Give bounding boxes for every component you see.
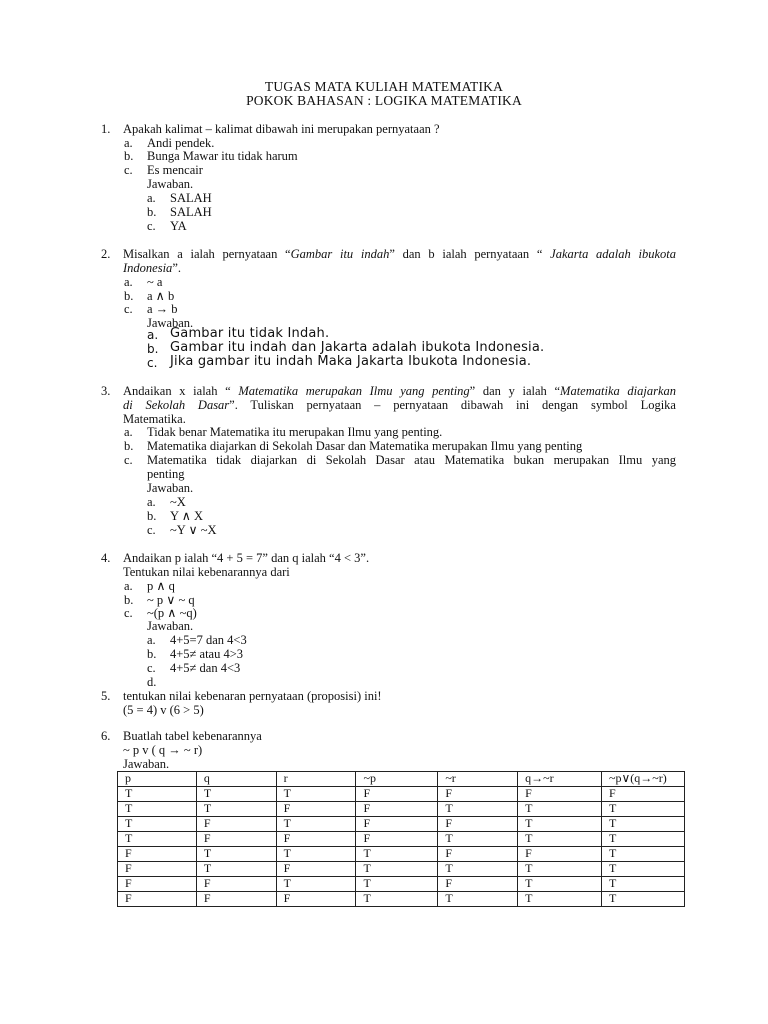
truth-table-row	[118, 877, 685, 892]
q2-mid: ” dan b ialah pernyataan “	[389, 247, 551, 261]
truth-table-row	[118, 892, 685, 907]
q3-y-statement: Matematika diajarkan	[560, 384, 677, 398]
truth-table-cell: F	[196, 832, 276, 847]
q2-pre: Misalkan a ialah pernyataan “	[123, 247, 291, 261]
q6-text: Buatlah tabel kebenarannya	[123, 729, 262, 743]
truth-table-header-cell: ~p	[356, 772, 438, 787]
truth-table-cell: T	[602, 802, 685, 817]
truth-table-cell: T	[518, 862, 602, 877]
truth-table-row	[118, 847, 685, 862]
q1-answer-letter: a.	[147, 191, 156, 205]
q2-text-line1	[123, 247, 676, 261]
truth-table-cell: T	[196, 787, 276, 802]
truth-table-cell: T	[602, 832, 685, 847]
q1-item-text: Andi pendek.	[147, 136, 215, 150]
truth-table-cell: F	[356, 832, 438, 847]
truth-table-cell: T	[196, 862, 276, 877]
truth-table-cell: T	[438, 832, 518, 847]
q2-answer-letter: c.	[147, 356, 158, 370]
truth-table-cell: F	[356, 787, 438, 802]
truth-table-cell: T	[602, 877, 685, 892]
truth-table-cell: F	[276, 832, 356, 847]
q1-answer-text: SALAH	[170, 205, 212, 219]
truth-table-cell: F	[118, 892, 197, 907]
q1-answer-label: Jawaban.	[147, 177, 194, 191]
truth-table-cell: T	[356, 877, 438, 892]
q3-item-text: Matematika tidak diajarkan di Sekolah Dasar atau Matematika bukan merupakan Ilmu yang	[147, 453, 676, 467]
q4-answer-text: 4+5≠ dan 4<3	[170, 661, 241, 675]
truth-table-cell: T	[518, 817, 602, 832]
truth-table-cell: T	[118, 802, 197, 817]
q3-text-line2	[123, 398, 676, 412]
q2-answer-text: Gambar itu indah dan Jakarta adalah ibukota Indonesia.	[170, 340, 545, 355]
q4-answer-letter: a.	[147, 633, 156, 647]
truth-table-cell: T	[602, 892, 685, 907]
q3-x-statement: Matematika merupakan Ilmu yang penting	[238, 384, 470, 398]
truth-table-cell: F	[118, 847, 197, 862]
q3-item-label: a.	[124, 425, 133, 439]
truth-table-cell: T	[356, 862, 438, 877]
q4-answer-letter: b.	[147, 647, 157, 661]
truth-table-header-cell: ~r	[438, 772, 518, 787]
q4-answer-text: 4+5≠ atau 4>3	[170, 647, 244, 661]
q1-answer-text: YA	[170, 219, 187, 233]
truth-table-cell: T	[518, 877, 602, 892]
truth-table-body	[118, 772, 685, 907]
q3-rest: ”. Tuliskan pernyataan – pernyataan dibawah ini dengan symbol Logika	[229, 398, 676, 412]
truth-table-cell: T	[196, 847, 276, 862]
truth-table-row	[118, 817, 685, 832]
q2-item-text: a → b	[147, 302, 178, 316]
truth-table-cell: F	[196, 877, 276, 892]
q2-b-statement-cont: Indonesia	[123, 261, 173, 275]
q4-item-label: b.	[124, 593, 134, 607]
q3-answer-label: Jawaban.	[147, 481, 194, 495]
truth-table-cell: F	[196, 817, 276, 832]
truth-table	[117, 771, 685, 907]
truth-table-cell: T	[602, 847, 685, 862]
q5-text: tentukan nilai kebenaran pernyataan (proposisi) ini!	[123, 689, 382, 703]
truth-table-cell: F	[518, 787, 602, 802]
q1-item-text: Bunga Mawar itu tidak harum	[147, 149, 298, 163]
truth-table-row	[118, 787, 685, 802]
truth-table-row	[118, 802, 685, 817]
q3-text-line3: Matematika.	[123, 412, 186, 426]
q4-answer-letter: c.	[147, 661, 156, 675]
q2-item-text: a ∧ b	[147, 289, 175, 303]
truth-table-cell: T	[276, 817, 356, 832]
truth-table-cell: F	[276, 892, 356, 907]
truth-table-cell: T	[518, 802, 602, 817]
q2-text-line2	[123, 261, 181, 275]
q2-item-label: a.	[124, 275, 133, 289]
q4-item-text: p ∧ q	[147, 579, 175, 593]
q6-answer-label: Jawaban.	[123, 757, 170, 771]
q4-item-label: c.	[124, 606, 133, 620]
q2-answer-letter: a.	[147, 328, 159, 342]
q3-answer-letter: c.	[147, 523, 156, 537]
truth-table-cell: F	[196, 892, 276, 907]
q3-answer-text: ~X	[170, 495, 186, 509]
truth-table-cell: T	[196, 802, 276, 817]
truth-table-cell: F	[356, 802, 438, 817]
truth-table-cell: F	[118, 862, 197, 877]
q4-answer-text: 4+5=7 dan 4<3	[170, 633, 247, 647]
q3-answer-letter: a.	[147, 495, 156, 509]
truth-table-cell: T	[118, 832, 197, 847]
truth-table-cell: F	[438, 787, 518, 802]
truth-table-cell: T	[438, 802, 518, 817]
q1-item-text: Es mencair	[147, 163, 203, 177]
q3-item-text: Matematika diajarkan di Sekolah Dasar dan Matematika merupakan Ilmu yang penting	[147, 439, 583, 453]
truth-table-cell: F	[118, 877, 197, 892]
truth-table-row	[118, 832, 685, 847]
q3-answer-text: Y ∧ X	[170, 509, 203, 523]
q3-text-line1	[123, 384, 676, 398]
q1-answer-text: SALAH	[170, 191, 212, 205]
truth-table-cell: F	[518, 847, 602, 862]
q2-end: ”.	[172, 261, 181, 275]
q4-number: 4.	[101, 551, 111, 565]
truth-table-cell: F	[276, 862, 356, 877]
truth-table-cell: F	[356, 817, 438, 832]
q2-item-label: b.	[124, 289, 134, 303]
truth-table-cell: F	[438, 847, 518, 862]
doc-subtitle: POKOK BAHASAN : LOGIKA MATEMATIKA	[246, 93, 522, 108]
truth-table-header-cell: q→~r	[518, 772, 602, 787]
truth-table-header-cell: p	[118, 772, 197, 787]
q2-item-text: ~ a	[147, 275, 163, 289]
q1-number: 1.	[101, 122, 111, 136]
truth-table-cell: T	[276, 847, 356, 862]
q5-expression: (5 = 4) v (6 > 5)	[123, 703, 204, 717]
truth-table-cell: T	[602, 862, 685, 877]
q3-item-text-cont: penting	[147, 467, 185, 481]
q1-item-label: b.	[124, 149, 134, 163]
truth-table-header-cell: r	[276, 772, 356, 787]
q3-mid: ” dan y ialah “	[469, 384, 561, 398]
q1-item-label: a.	[124, 136, 133, 150]
q2-answer-text: Jika gambar itu indah Maka Jakarta Ibukota Indonesia.	[170, 354, 532, 369]
q3-item-label: b.	[124, 439, 134, 453]
q3-answer-text: ~Y ∨ ~X	[170, 523, 217, 537]
q3-item-label: c.	[124, 453, 133, 467]
doc-title: TUGAS MATA KULIAH MATEMATIKA	[264, 79, 504, 94]
q1-answer-letter: c.	[147, 219, 156, 233]
truth-table-cell: T	[602, 817, 685, 832]
q4-answer-label: Jawaban.	[147, 619, 194, 633]
q3-answer-letter: b.	[147, 509, 157, 523]
q1-item-label: c.	[124, 163, 133, 177]
truth-table-cell: T	[438, 862, 518, 877]
q5-number: 5.	[101, 689, 111, 703]
q4-subtext: Tentukan nilai kebenarannya dari	[123, 565, 290, 579]
truth-table-header-row	[118, 772, 685, 787]
truth-table-cell: T	[118, 817, 197, 832]
q4-item-text: ~(p ∧ ~q)	[147, 606, 197, 620]
q2-answer-label: Jawaban.	[147, 316, 194, 330]
truth-table-cell: F	[438, 817, 518, 832]
truth-table-cell: F	[438, 877, 518, 892]
truth-table-header-cell: q	[196, 772, 276, 787]
q2-a-statement: Gambar itu indah	[290, 247, 390, 261]
q3-y-statement-cont: di Sekolah Dasar	[123, 398, 230, 412]
q2-answer-letter: b.	[147, 342, 159, 356]
truth-table-cell: T	[276, 877, 356, 892]
q2-item-label: c.	[124, 302, 133, 316]
truth-table-cell: T	[356, 892, 438, 907]
q6-number: 6.	[101, 729, 111, 743]
truth-table-cell: T	[118, 787, 197, 802]
truth-table-row	[118, 862, 685, 877]
q4-item-text: ~ p ∨ ~ q	[147, 593, 195, 607]
q1-text: Apakah kalimat – kalimat dibawah ini merupakan pernyataan ?	[123, 122, 440, 136]
q4-text: Andaikan p ialah “4 + 5 = 7” dan q ialah “4 < 3”.	[123, 551, 370, 565]
truth-table-cell: T	[438, 892, 518, 907]
q3-item-text: Tidak benar Matematika itu merupakan Ilmu yang penting.	[147, 425, 443, 439]
q2-b-statement: Jakarta adalah ibukota	[550, 247, 676, 261]
q4-answer-letter: d.	[147, 675, 157, 689]
q6-expression: ~ p v ( q → ~ r)	[123, 743, 203, 757]
truth-table-cell: T	[518, 832, 602, 847]
truth-table-cell: T	[276, 787, 356, 802]
q2-number: 2.	[101, 247, 111, 261]
truth-table-cell: F	[602, 787, 685, 802]
truth-table-header-cell: ~p∨(q→~r)	[602, 772, 685, 787]
truth-table-cell: F	[276, 802, 356, 817]
q3-pre: Andaikan x ialah “	[123, 384, 239, 398]
q4-item-label: a.	[124, 579, 133, 593]
truth-table-cell: T	[356, 847, 438, 862]
q2-answer-text: Gambar itu tidak Indah.	[170, 326, 330, 341]
q1-answer-letter: b.	[147, 205, 157, 219]
q3-number: 3.	[101, 384, 111, 398]
truth-table-cell: T	[518, 892, 602, 907]
